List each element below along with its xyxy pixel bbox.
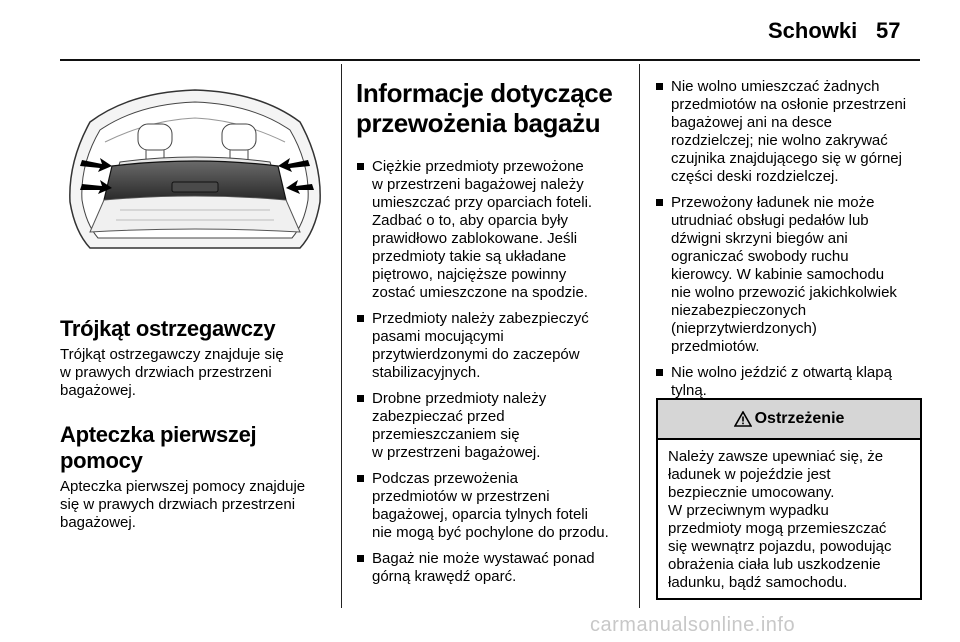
luggage-info-section	[356, 78, 626, 594]
bullet-item	[655, 194, 925, 356]
bullet-line: kierowcy. W kabinie samochodu	[671, 266, 885, 283]
luggage-rules-section	[655, 78, 925, 408]
column-divider	[639, 64, 640, 608]
warning-line: bezpiecznie umocowany.	[668, 484, 835, 501]
bullet-line: niezabezpieczonych	[671, 302, 807, 319]
column-divider	[341, 64, 342, 608]
bullet-line: czujnika znajdującego się w górnej	[671, 150, 902, 167]
warning-triangle-icon	[734, 411, 752, 427]
warning-box	[656, 398, 922, 600]
bullet-line: Drobne przedmioty należy	[372, 390, 547, 407]
warning-text	[658, 440, 920, 592]
bullet-line: zostać umieszczone na spodzie.	[372, 284, 588, 301]
bullet-line: stabilizacyjnych.	[372, 364, 481, 381]
warning-line: ładunek w pojeździe jest	[668, 466, 831, 483]
section-heading: Trójkąt ostrzegawczy	[60, 316, 276, 341]
bullet-item	[356, 158, 626, 302]
warning-line: obrażenia ciała lub uszkodzenie	[668, 556, 881, 573]
bullet-line: pasami mocującymi	[372, 328, 504, 345]
body-line: Trójkąt ostrzegawczy znajduje się	[60, 346, 284, 363]
section-heading: Apteczka pierwszej pomocy	[60, 422, 257, 473]
bullet-line: prawidłowo zablokowane. Jeśli	[372, 230, 578, 247]
bullet-line: Przedmioty należy zabezpieczyć	[372, 310, 589, 327]
bullet-item	[356, 470, 626, 542]
bullet-list	[356, 158, 626, 586]
bullet-line: nie wolno przewozić jakichkolwiek	[671, 284, 897, 301]
watermark: carmanualsonline.info	[590, 614, 796, 636]
bullet-line: Przewożony ładunek nie może	[671, 194, 875, 211]
warning-line: Należy zawsze upewniać się, że	[668, 448, 884, 465]
bullet-line: przytwierdzonymi do zaczepów	[372, 346, 580, 363]
bullet-line: części deski rozdzielczej.	[671, 168, 839, 185]
body-line: się w prawych drzwiach przestrzeni	[60, 496, 296, 513]
warning-title: Ostrzeżenie	[754, 410, 845, 427]
bullet-item	[655, 78, 925, 186]
body-line: bagażowej.	[60, 382, 136, 399]
warning-triangle-section	[60, 316, 330, 532]
bullet-line: przedmioty takie są układane	[372, 248, 567, 265]
bullet-line: Nie wolno umieszczać żadnych	[671, 78, 880, 95]
bullet-line: Podczas przewożenia	[372, 470, 518, 487]
bullet-line: Zadbać o to, aby oparcia były	[372, 212, 568, 229]
body-line: Apteczka pierwszej pomocy znajduje	[60, 478, 306, 495]
bullet-line: zabezpieczać przed	[372, 408, 505, 425]
warning-line: się wewnątrz pojazdu, powodując	[668, 538, 892, 555]
bullet-line: przedmiotów na osłonie przestrzeni	[671, 96, 907, 113]
bullet-line: (nieprzytwierdzonych)	[671, 320, 817, 337]
body-line: bagażowej.	[60, 514, 136, 531]
header-rule	[60, 59, 920, 61]
bullet-line: bagażowej ani na desce	[671, 114, 832, 131]
bullet-line: rozdzielczej; nie wolno zakrywać	[671, 132, 888, 149]
bullet-item	[655, 364, 925, 400]
bullet-item	[356, 550, 626, 586]
bullet-list	[655, 78, 925, 400]
bullet-line: górną krawędź oparć.	[372, 568, 517, 585]
bullet-line: nie mogą być pochylone do przodu.	[372, 524, 609, 541]
warning-header	[658, 400, 920, 440]
bullet-line: Ciężkie przedmioty przewożone	[372, 158, 584, 175]
header-title: Schowki	[768, 18, 858, 43]
page-header	[0, 0, 960, 60]
bullet-line: piętrowo, najcięższe powinny	[372, 266, 567, 283]
bullet-line: Nie wolno jeździć z otwartą klapą	[671, 364, 892, 381]
page-number: 57	[876, 18, 901, 43]
bullet-line: przedmiotów.	[671, 338, 760, 355]
bullet-line: w przestrzeni bagażowej.	[372, 444, 541, 461]
bullet-line: utrudniać obsługi pedałów lub	[671, 212, 869, 229]
warning-line: W przeciwnym wypadku	[668, 502, 829, 519]
warning-line: ładunku, bądź samochodu.	[668, 574, 848, 591]
bullet-line: Bagaż nie może wystawać ponad	[372, 550, 595, 567]
body-line: w prawych drzwiach przestrzeni	[60, 364, 272, 381]
bullet-line: bagażowej, oparcia tylnych foteli	[372, 506, 588, 523]
bullet-line: przedmiotów w przestrzeni	[372, 488, 550, 505]
bullet-line: przemieszczaniem się	[372, 426, 520, 443]
section-heading: Informacje dotyczące przewożenia bagażu	[356, 78, 613, 138]
warning-line: przedmioty mogą przemieszczać	[668, 520, 887, 537]
bullet-line: dźwigni skrzyni biegów ani	[671, 230, 848, 247]
bullet-item	[356, 310, 626, 382]
bullet-line: ograniczać swobody ruchu	[671, 248, 849, 265]
bullet-line: tylną.	[671, 382, 707, 399]
bullet-item	[356, 390, 626, 462]
luggage-compartment-cover-illustration	[60, 82, 330, 262]
bullet-line: umieszczać przy oparciach foteli.	[372, 194, 593, 211]
bullet-line: w przestrzeni bagażowej należy	[372, 176, 584, 193]
